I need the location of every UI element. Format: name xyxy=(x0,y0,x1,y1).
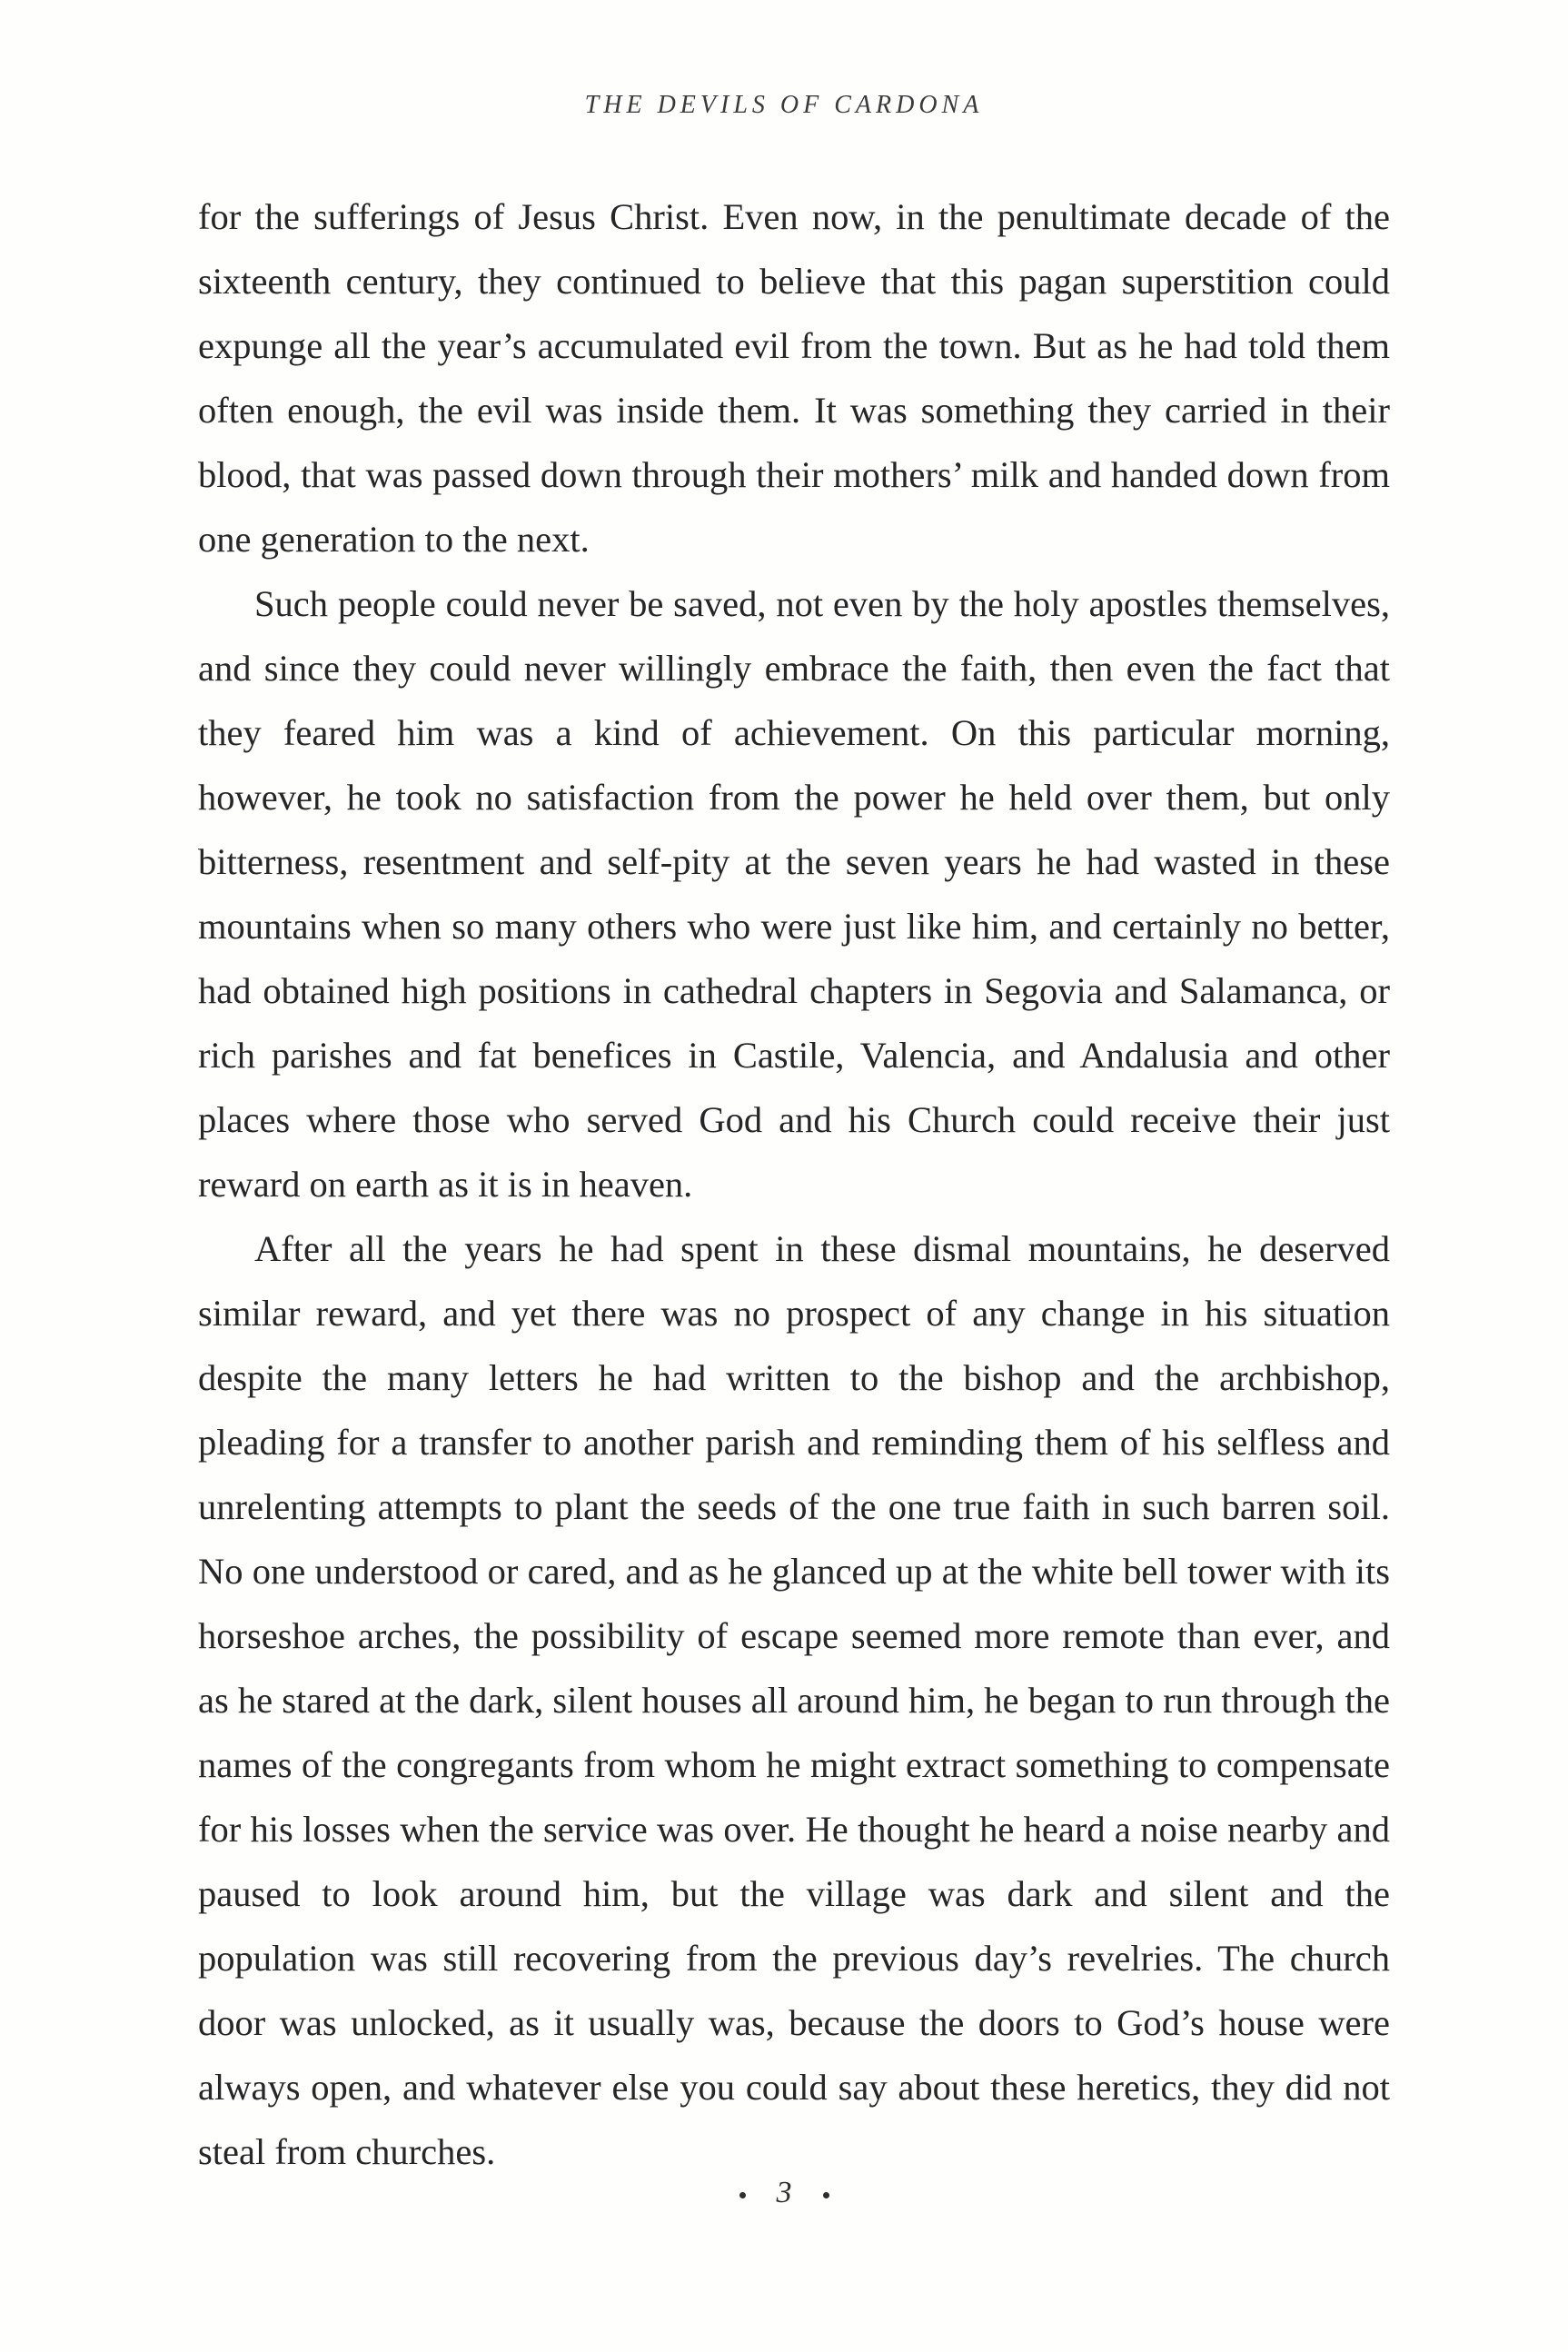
page-number xyxy=(0,2176,1568,2210)
page-number-value: 3 xyxy=(776,2176,792,2209)
folio-dot-right xyxy=(823,2192,829,2198)
paragraph-2: Such people could never be saved, not even by the holy apostles themselves, and since they could never willingly embrace the faith, then even the fact that they feared him was a kind of achievement. On this particular morning, however, he took no satisfaction from the power he held over them, but only bitterness, resentment and self-pity at the seven years he had wasted in these mountains when so many others who were just like him, and certainly no better, had obtained high positions in cathedral chapters in Segovia and Salamanca, or rich parishes and fat benefices in Castile, Valencia, and Andalusia and other places where those who served God and his Church could receive their just reward on earth as it is in heaven. xyxy=(198,583,1390,1205)
paragraph-1: for the sufferings of Jesus Christ. Even now, in the penultimate decade of the sixteenth century, they continued to believe that this pagan superstition could expunge all the year’s accumulated evil from the town. But as he had told them often enough, the evil was inside them. It was something they carried in their blood, that was passed down through their mothers’ milk and handed down from one generation to the next. xyxy=(198,196,1390,560)
body-text xyxy=(198,184,1390,2184)
running-head: THE DEVILS OF CARDONA xyxy=(584,91,984,119)
paragraph-3: After all the years he had spent in these dismal mountains, he deserved similar reward, and yet there was no prospect of any change in his situation despite the many letters he had written to the bishop and the archbishop, pleading for a transfer to another parish and reminding them of his selfless and unrelenting attempts to plant the seeds of the one true faith in such barren soil. No one understood or cared, and as he glanced up at the white bell tower with its horseshoe arches, the possibility of escape seemed more remote than ever, and as he stared at the dark, silent houses all around him, he began to run through the names of the congregants from whom he might extract something to compensate for his losses when the service was over. He thought he heard a noise nearby and paused to look around him, but the village was dark and silent and the population was still recovering from the previous day’s revelries. The church door was unlocked, as it usually was, because the doors to God’s house were always open, and whatever else you could say about these heretics, they did not steal from churches. xyxy=(198,1228,1390,2172)
folio-dot-left xyxy=(739,2192,746,2198)
